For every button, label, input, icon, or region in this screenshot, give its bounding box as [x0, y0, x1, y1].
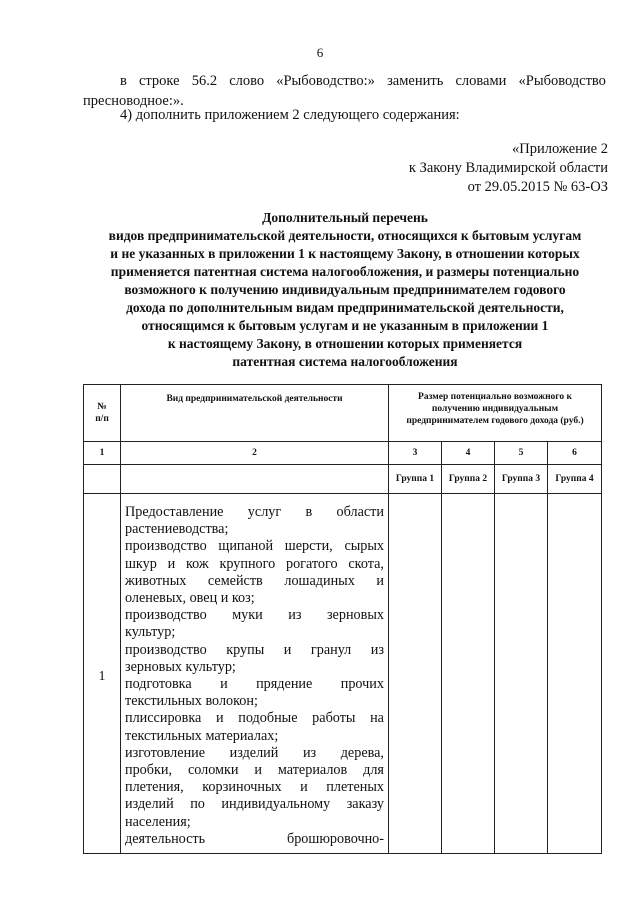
- col-number-2: 2: [121, 442, 389, 465]
- description-word: и: [216, 710, 224, 727]
- description-word: сырых: [344, 538, 384, 555]
- header-income-line-2: получению индивидуальным: [431, 404, 559, 414]
- description-word: и: [376, 572, 384, 589]
- col-number-1: 1: [84, 442, 121, 465]
- description-word: соломки: [187, 762, 239, 779]
- paragraph-amend-line-2: пресноводное:».: [83, 93, 184, 109]
- description-word: индивидуальному: [221, 796, 331, 813]
- description-word: производство: [125, 607, 207, 624]
- header-number-line-1: №: [97, 402, 107, 412]
- description-word: семейств: [207, 572, 263, 589]
- paragraph-add-appendix: 4) дополнить приложением 2 следующего содержания:: [120, 107, 460, 123]
- group-2-header: Группа 2: [442, 465, 495, 494]
- paragraph-word: словами: [455, 73, 507, 89]
- description-line: [125, 796, 384, 813]
- description-word: изделий: [229, 744, 279, 761]
- description-word: из: [288, 607, 302, 624]
- empty-cell: [121, 465, 389, 494]
- description-word: шерсти,: [284, 538, 333, 555]
- description-line: [125, 642, 384, 659]
- document-title: [50, 209, 640, 371]
- table-row: [84, 494, 602, 854]
- description-word: прядение: [256, 676, 313, 692]
- description-word: зерновых: [326, 607, 384, 624]
- description-word: из: [370, 641, 384, 658]
- appendix-ref-line-3: от 29.05.2015 № 63-ОЗ: [467, 179, 608, 195]
- appendix-reference: [288, 140, 608, 197]
- description-word: и: [254, 762, 263, 779]
- description-word: кож: [185, 555, 209, 572]
- col-number-4: 4: [442, 442, 495, 465]
- description-line: [125, 710, 384, 727]
- group-4-header: Группа 4: [548, 465, 602, 494]
- header-income-line-1: Размер потенциально возможного к: [418, 392, 572, 402]
- group-1-value: [389, 494, 442, 854]
- title-line: видов предпринимательской деятельности, относящихся к бытовым услугам: [108, 228, 582, 243]
- title-line: дохода по дополнительным видам предпринимательской деятельности,: [126, 300, 564, 315]
- title-line: патентная система налогообложения: [232, 354, 458, 369]
- description-word: плетеных: [326, 779, 384, 796]
- header-number-line-2: п/п: [95, 414, 109, 424]
- activity-description: [121, 494, 389, 854]
- activities-table: [83, 384, 602, 854]
- appendix-ref-line-1: «Приложение 2: [512, 141, 608, 157]
- paragraph-word: «Рыбоводство:»: [276, 73, 375, 89]
- paragraph-word: слово: [229, 73, 265, 89]
- description-line: текстильных материалах;: [125, 727, 279, 744]
- paragraph-word: строке: [138, 73, 180, 89]
- description-word: рогатого: [285, 555, 338, 572]
- appendix-ref-line-2: к Закону Владимирской области: [408, 160, 608, 176]
- description-word: и: [283, 641, 292, 658]
- description-word: и: [220, 676, 228, 692]
- title-line: и не указанных в приложении 1 к настоящему Закону, в отношении которых: [110, 246, 580, 261]
- paragraph-word: заменить: [387, 73, 444, 89]
- description-word: области: [336, 503, 384, 520]
- description-word: по: [190, 796, 205, 813]
- description-word: производство: [125, 538, 207, 555]
- description-word: услуг: [247, 503, 282, 520]
- title-line: применяется патентная система налогообложения, и размеры потенциально: [110, 264, 580, 279]
- group-1-header: Группа 1: [389, 465, 442, 494]
- description-word: и: [167, 555, 176, 572]
- empty-cell: [84, 465, 121, 494]
- description-line: [125, 607, 384, 624]
- description-line: [125, 779, 384, 796]
- description-word: плиссировка: [125, 710, 202, 727]
- header-activity-type: Вид предпринимательской деятельности: [121, 385, 389, 442]
- description-word: деятельность: [125, 830, 206, 847]
- paragraph-word: 56.2: [191, 73, 218, 89]
- header-income-size: [389, 385, 602, 442]
- description-line: [125, 762, 384, 779]
- description-word: животных: [125, 572, 187, 589]
- description-word: лошадиных: [284, 572, 355, 589]
- description-word: подобные: [238, 710, 298, 727]
- description-word: работы: [312, 710, 356, 727]
- description-word: и: [300, 779, 308, 796]
- description-word: щипаной: [218, 538, 274, 555]
- description-word: дерева,: [340, 744, 384, 761]
- header-number: [84, 385, 121, 442]
- paragraph-word: «Рыбоводство: [518, 73, 606, 89]
- description-word: материалов: [277, 762, 348, 779]
- description-line: [125, 745, 384, 762]
- description-word: корзиночных: [202, 779, 282, 796]
- description-word: муки: [232, 607, 263, 624]
- description-word: шкур: [125, 555, 157, 572]
- col-number-3: 3: [389, 442, 442, 465]
- description-line: текстильных волокон;: [125, 693, 258, 710]
- description-line: оленевых, овец и коз;: [125, 589, 255, 606]
- description-word: на: [370, 710, 384, 727]
- description-word: брошюровочно-: [287, 830, 384, 847]
- page-number: 6: [316, 45, 324, 60]
- col-number-5: 5: [495, 442, 548, 465]
- description-line: зерновых культур;: [125, 658, 236, 675]
- description-line: населения;: [125, 813, 191, 830]
- description-word: изделий: [125, 796, 174, 813]
- col-number-6: 6: [548, 442, 602, 465]
- description-word: прочих: [340, 676, 384, 692]
- description-word: плетения,: [125, 779, 184, 796]
- description-word: гранул: [310, 641, 352, 658]
- description-word: крупы: [226, 641, 265, 658]
- description-line: [125, 676, 384, 693]
- description-word: в: [305, 503, 313, 520]
- description-line: [125, 538, 384, 555]
- paragraph-amend-line-1: [120, 71, 606, 91]
- description-line: [125, 556, 384, 573]
- paragraph-word: в: [120, 73, 127, 89]
- title-line: Дополнительный перечень: [262, 210, 428, 225]
- description-word: производство: [125, 641, 207, 658]
- description-line: [125, 504, 384, 521]
- row-number: 1: [84, 494, 121, 854]
- description-line: [125, 831, 384, 848]
- description-word: из: [302, 744, 317, 761]
- description-line: растениеводства;: [125, 521, 229, 538]
- description-word: крупного: [219, 555, 276, 572]
- description-word: скота,: [348, 555, 384, 572]
- description-line: культур;: [125, 624, 176, 641]
- group-2-value: [442, 494, 495, 854]
- group-3-header: Группа 3: [495, 465, 548, 494]
- description-word: изготовление: [125, 744, 206, 761]
- group-3-value: [495, 494, 548, 854]
- title-line: возможного к получению индивидуальным предпринимателем годового: [124, 282, 566, 297]
- description-word: Предоставление: [125, 503, 224, 520]
- header-income-line-3: предпринимателем годового дохода (руб.): [406, 416, 584, 426]
- title-line: к настоящему Закону, в отношении которых применяется: [167, 336, 523, 351]
- title-line: относящимся к бытовым услугам и не указанным в приложении 1: [141, 318, 549, 333]
- description-word: для: [363, 762, 384, 779]
- description-word: заказу: [346, 796, 384, 813]
- description-line: [125, 573, 384, 590]
- description-word: подготовка: [125, 676, 192, 692]
- description-word: пробки,: [125, 762, 173, 779]
- group-4-value: [548, 494, 602, 854]
